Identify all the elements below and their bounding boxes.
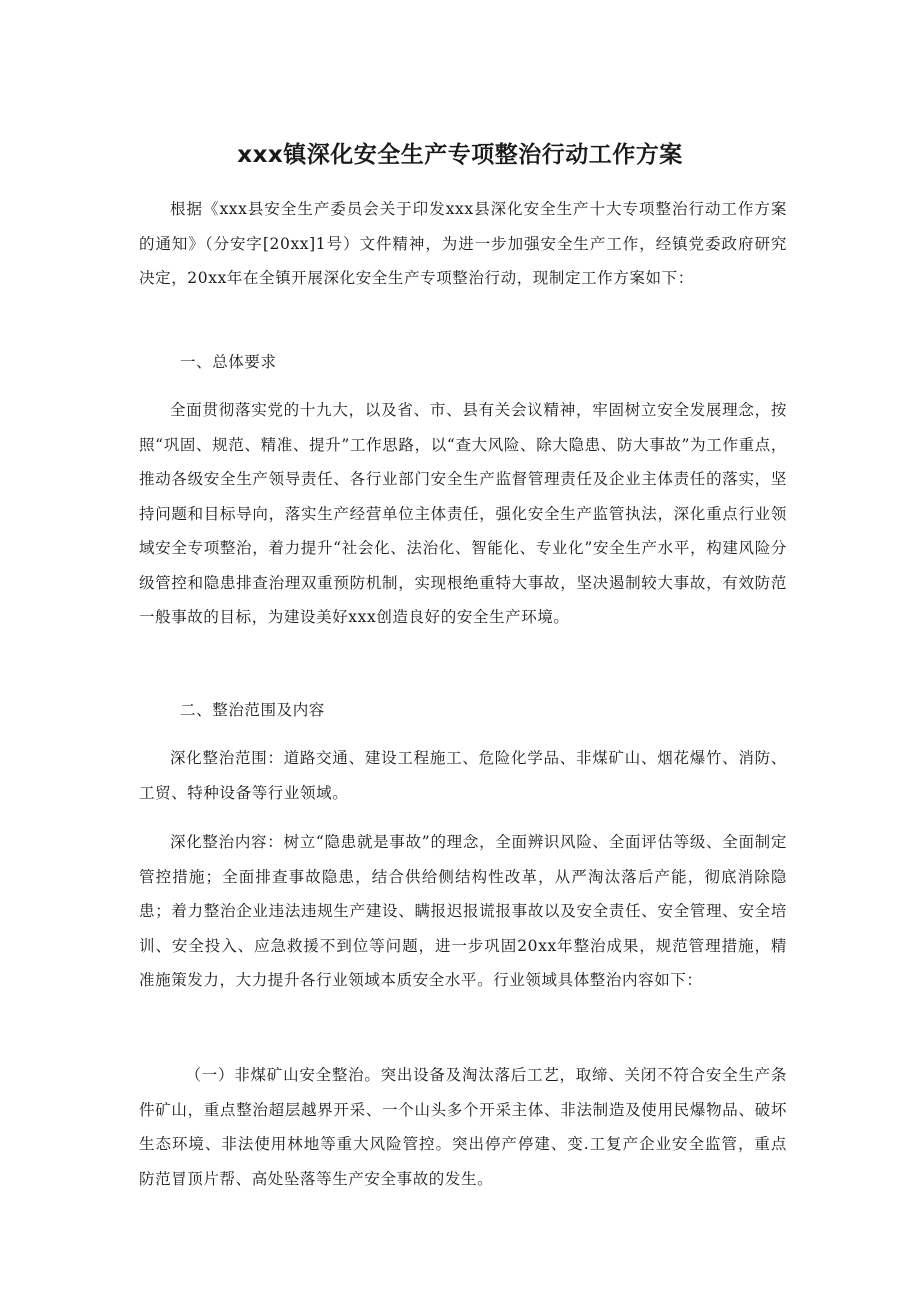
general-requirements-paragraph: 全面贯彻落实党的十九大，以及省、市、县有关会议精神，牢固树立安全发展理念，按照“巩固、规范、精准、提升”工作思路，以“查大风险、除大隐患、防大事故”为工作重点，推动各级安全生产领导责任、各行业部门安全生产监督管理责任及企业主体责任的落实，坚持问题和目标导向，落实生产经营单位主体责任，强化安全生产监管执法，深化重点行业领域安全专项整治，着力提升“社会化、法治化、智能化、专业化”安全生产水平，构建风险分级管控和隐患排查治理双重预防机制，实现根绝重特大事故，坚决遏制较大事故，有效防范一般事故的目标，为建设美好xxx创造良好的安全生产环境。 bbox=[139, 401, 787, 626]
document-title: xxx镇深化安全生产专项整治行动工作方案 bbox=[237, 142, 683, 168]
section-heading-general-requirements: 一、总体要求 bbox=[180, 353, 277, 371]
section-heading-scope-and-content: 二、整治范围及内容 bbox=[180, 701, 325, 719]
item-non-coal-mines-paragraph: （一）非煤矿山安全整治。突出设备及淘汰落后工艺，取缔、关闭不符合安全生产条件矿山，重点整治超层越界开采、一个山头多个开采主体、非法制造及使用民爆物品、破坏生态环境、非法使用林地等重大风险管控。突出停产停建、变.工复产企业安全监管，重点防范冒顶片帮、高处坠落等生产安全事故的发生。 bbox=[139, 1066, 787, 1188]
intro-paragraph: 根据《xxx县安全生产委员会关于印发xxx县深化安全生产十大专项整治行动工作方案的通知》（分安字[20xx]1号）文件精神，为进一步加强安全生产工作，经镇党委政府研究决定，20xx年在全镇开展深化安全生产专项整治行动，现制定工作方案如下： bbox=[139, 200, 787, 287]
content-paragraph: 深化整治内容：树立“隐患就是事故”的理念，全面辨识风险、全面评估等级、全面制定管控措施；全面排查事故隐患，结合供给侧结构性改革，从严淘汰落后产能，彻底消除隐患；着力整治企业违法违规生产建设、瞒报迟报谎报事故以及安全责任、安全管理、安全培训、安全投入、应急救援不到位等问题，进一步巩固20xx年整治成果，规范管理措施，精准施策发力，大力提升各行业领域本质安全水平。行业领域具体整治内容如下： bbox=[139, 833, 787, 989]
scope-paragraph: 深化整治范围：道路交通、建设工程施工、危险化学品、非煤矿山、烟花爆竹、消防、工贸、特种设备等行业领域。 bbox=[139, 749, 787, 802]
